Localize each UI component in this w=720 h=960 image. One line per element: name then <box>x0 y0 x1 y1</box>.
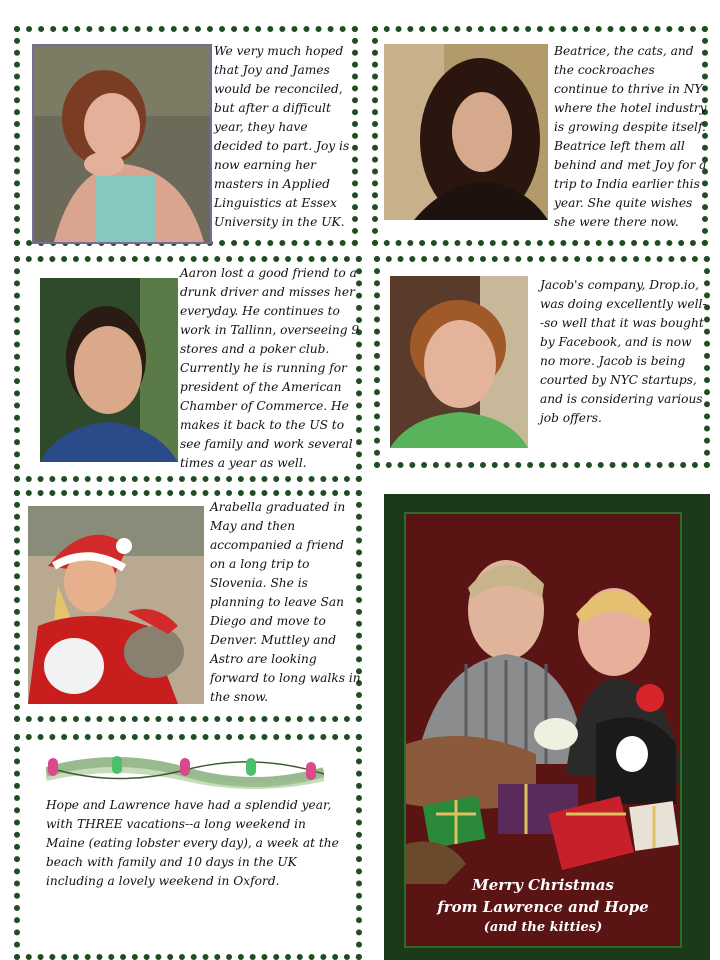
beatrice-photo <box>384 44 548 220</box>
card-greeting-line2: from Lawrence and Hope <box>437 898 649 916</box>
hope-lawrence-panel <box>14 734 362 960</box>
card-inner-panel <box>404 512 682 948</box>
christmas-card <box>384 494 710 960</box>
aaron-panel <box>14 256 362 482</box>
hope-lawrence-text: Hope and Lawrence have had a splendid year, with THREE vacations--a long weekend in Maine (eating lobster every day), a week at the beach with family and 10 days in the UK including a lovely weekend in Oxford. <box>46 798 339 888</box>
lawrence-hope-photo <box>406 514 680 884</box>
aaron-photo <box>40 278 178 462</box>
joy-photo <box>32 44 212 244</box>
beatrice-panel <box>372 26 708 246</box>
card-greeting-line3: (and the kitties) <box>483 920 603 935</box>
garland-decoration <box>46 748 324 798</box>
jacob-photo <box>390 276 528 448</box>
joy-panel <box>14 26 358 246</box>
arabella-panel <box>14 490 362 722</box>
joy-text: We very much hoped that Joy and James would be reconciled, but after a difficult year, they have decided to part. Joy is now earning her masters in Applied Linguistics at Essex University in the UK. <box>214 44 350 229</box>
jacob-text: Jacob's company, Drop.io, was doing excellently well--so well that it was bought by Facebook, and is now no more. Jacob is being courted by NYC startups, and is considering various job offers. <box>540 278 707 425</box>
jacob-panel <box>374 256 710 468</box>
arabella-photo <box>28 506 204 704</box>
card-greeting-line1: Merry Christmas <box>472 876 614 894</box>
aaron-text: Aaron lost a good friend to a drunk driver and misses her everyday. He continues to work in Tallinn, overseeing 9 stores and a poker club. Currently he is running for president of the American Chamber of Commerce. He makes it back to the US to see family and work several times a year as well. <box>180 266 360 470</box>
arabella-text: Arabella graduated in May and then accompanied a friend on a long trip to Slovenia. She is planning to leave San Diego and move to Denver. Muttley and Astro are looking forward to long walks in the snow. <box>210 500 361 704</box>
beatrice-text: Beatrice, the cats, and the cockroaches continue to thrive in NY where the hotel industry is growing despite itself. Beatrice left them all behind and met Joy for a trip to India earlier this year. She quite wishes she were there now. <box>554 44 707 229</box>
